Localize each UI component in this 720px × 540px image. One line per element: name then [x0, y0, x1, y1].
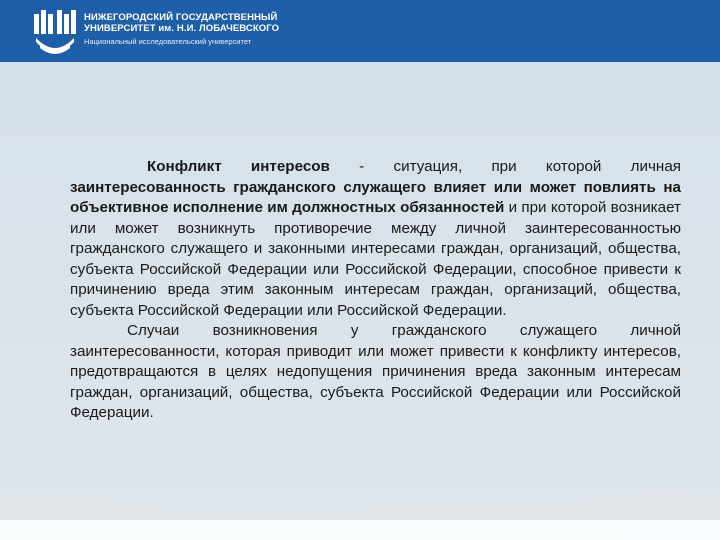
prevention-paragraph: Случаи возникновения у гражданского служащего личной заинтересованности, которая приводит или может привести к конфликту интересов, предотвращаются в целях недопущения причинения вреда законным интересам граждан, организаций, общества, субъекта Российской Федерации или Российской Федерации.	[70, 322, 681, 421]
definition-rest: и при которой возникает или может возникнуть противоречие между личной заинтересованностью гражданского служащего и законными интересами граждан, организаций, общества, субъекта Российской Федерации или Российской Федерации, способное привести к причинению вреда этим законным интересам граждан, организаций, общества, субъекта Российской Федерации или Российской Федерации.	[70, 199, 682, 319]
university-header	[0, 0, 720, 62]
university-subtitle: Национальный исследовательский университет	[84, 37, 252, 46]
term-conflict-of-interest: Конфликт интересов	[147, 158, 330, 175]
university-name-line2: УНИВЕРСИТЕТ им. Н.И. ЛОБАЧЕВСКОГО	[84, 23, 280, 34]
slide-body	[70, 157, 681, 424]
definition-bold-phrase: заинтересованность гражданского служащего влияет или может повлиять на объективное исполнение им должностных обязанностей	[70, 178, 681, 216]
nnsu-logo-icon	[32, 8, 78, 54]
definition-start: - ситуация, при которой личная	[329, 158, 681, 175]
university-name-line1: НИЖЕГОРОДСКИЙ ГОСУДАРСТВЕННЫЙ	[84, 12, 278, 23]
definition-paragraph	[70, 157, 681, 321]
university-name	[84, 12, 279, 47]
